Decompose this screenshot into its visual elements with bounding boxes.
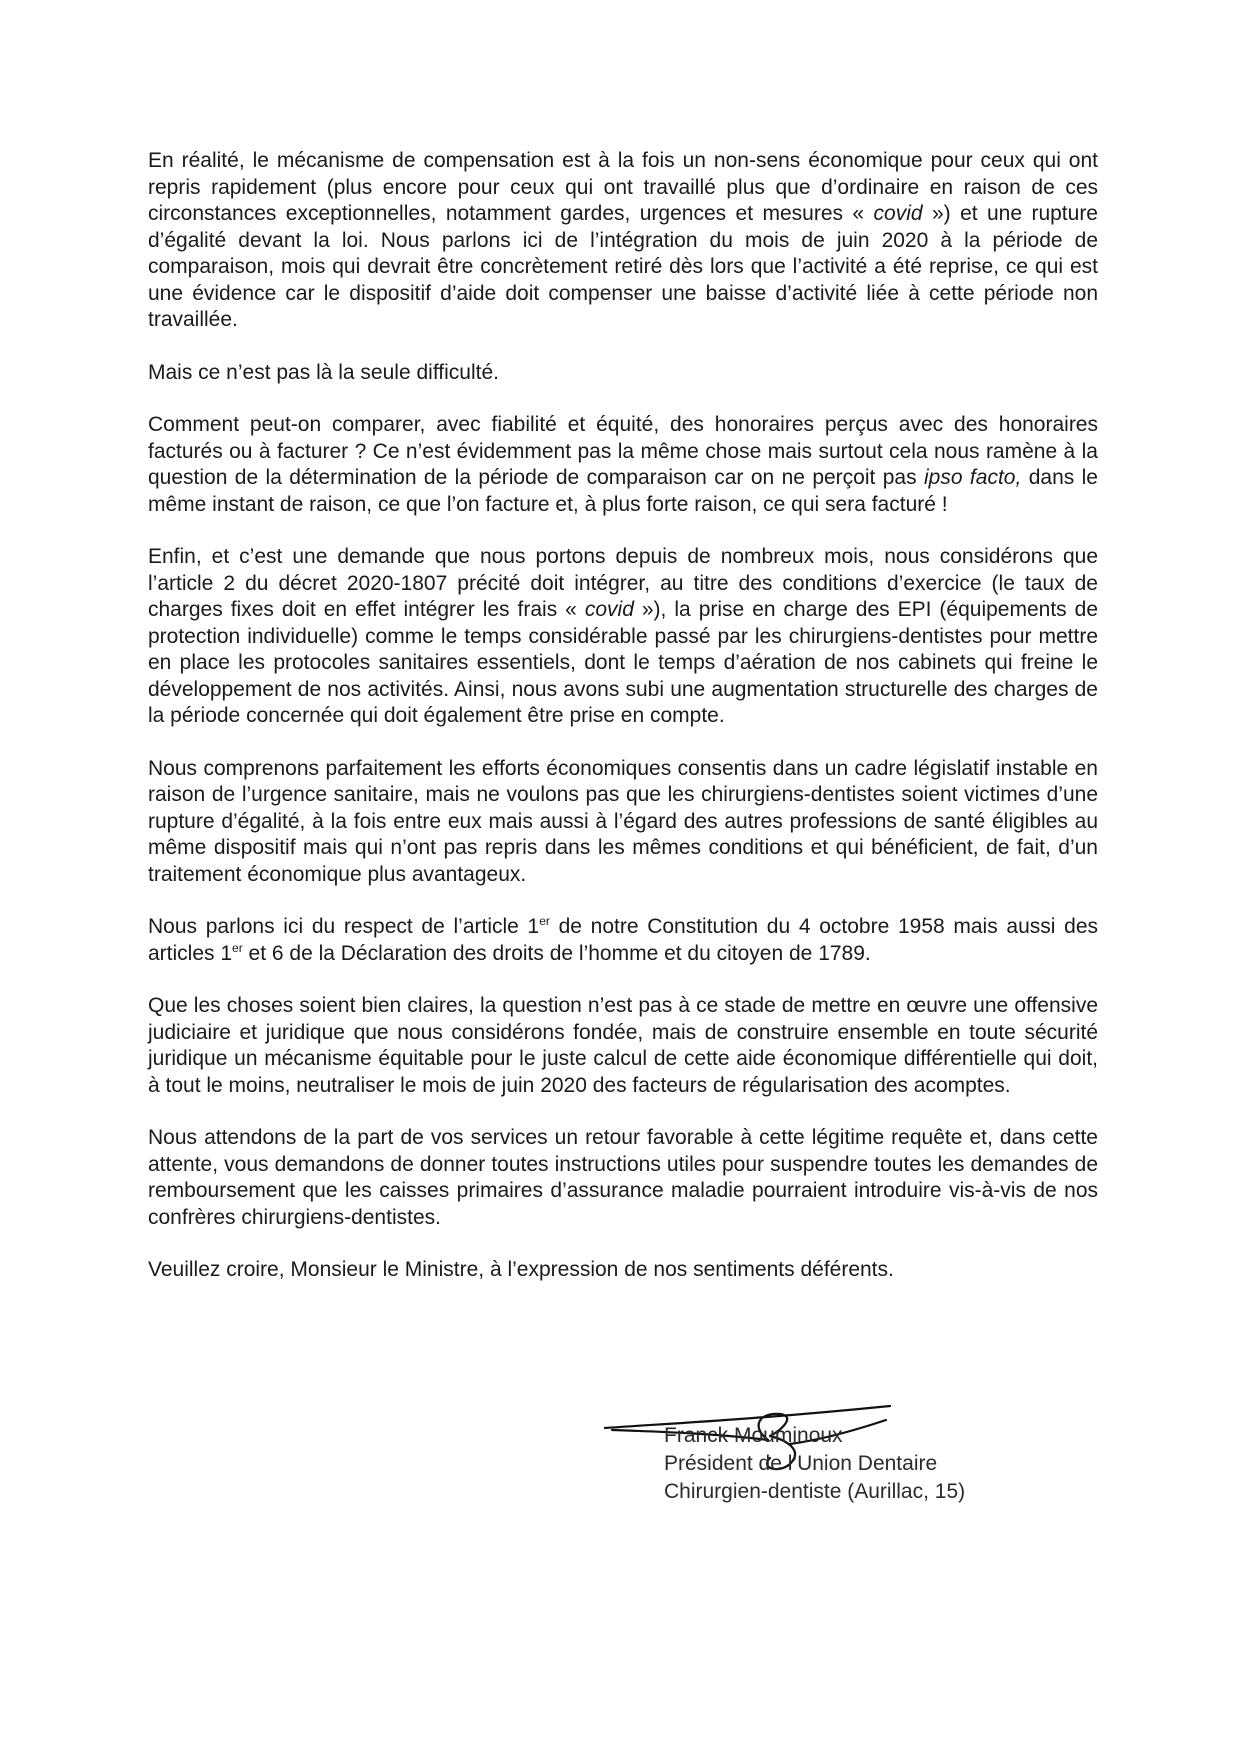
- signatory-name: Franck Mouminoux: [664, 1424, 843, 1447]
- paragraph-text: et 6 de la Déclaration des droits de l’homme et du citoyen de 1789.: [242, 941, 871, 965]
- paragraph-clarity: Que les choses soient bien claires, la question n’est pas à ce stade de mettre en œuvre une offensive judiciaire et juridique que nous considérons fondée, mais de construire ensemble en toute sécurité juridique un mécanisme équitable pour le juste calcul de cette aide économique différentielle qui doit, à tout le moins, neutraliser le mois de juin 2020 des facteurs de régularisation des acomptes.: [148, 994, 1098, 1097]
- paragraph-text: Comment peut-on comparer, avec fiabilité et équité, des honoraires perçus avec des honoraires facturés ou à facturer ? Ce n’est évidemment pas la même chose mais surtout cela nous ramène à la question de la détermination de la période de comparaison car on ne perçoit pas: [148, 413, 1098, 489]
- paragraph-request: Nous attendons de la part de vos services un retour favorable à cette légitime requête et, dans cette attente, vous demandons de donner toutes instructions utiles pour suspendre toutes les demandes de remboursement que les caisses primaires d’assurance maladie pourraient introduire vis-à-vis de nos confrères chirurgiens-dentistes.: [148, 1126, 1098, 1229]
- superscript: er: [232, 940, 243, 955]
- paragraph-compensation: [148, 148, 1098, 334]
- paragraph-text: Nous parlons ici du respect de l’article 1: [148, 915, 540, 938]
- paragraph-efforts: Nous comprenons parfaitement les efforts économiques consentis dans un cadre législatif instable en raison de l’urgence sanitaire, mais ne voulons pas que les chirurgiens-dentistes soient victimes d’une rupture d’égalité, à la fois entre eux mais aussi à l’égard des autres professions de santé éligibles au même dispositif mais qui n’ont pas repris dans les mêmes conditions et qui bénéficient, de fait, d’un traitement économique plus avantageux.: [148, 756, 1098, 886]
- paragraph-difficulty: Mais ce n’est pas là la seule difficulté.: [148, 360, 499, 384]
- paragraph-text: ») et une rupture d’égalité devant la loi. Nous parlons ici de l’intégration du mois de juin 2020 à la période de comparaison, mois qui devrait être concrètement retiré dès lors que l’activité a été reprise, ce qui est une évidence car le dispositif d’aide doit compenser une baisse d’activité liée à cette période non travaillée.: [148, 202, 1098, 331]
- superscript: er: [539, 914, 550, 928]
- letter-body: [148, 148, 1098, 1310]
- signatory-role: Chirurgien-dentiste (Aurillac, 15): [664, 1480, 966, 1503]
- paragraph-text: »), la prise en charge des EPI (équipements de protection individuelle) comme le temps considérable passé par les chirurgiens-dentistes pour mettre en place les protocoles sanitaires essentiels, dont le temps d’aération de nos cabinets qui freine le développement de nos activités. Ainsi, nous avons subi une augmentation structurelle des charges de la période concernée qui doit également être prise en compte.: [148, 598, 1098, 727]
- signature-block: [664, 1422, 965, 1506]
- paragraph-constitution: [148, 914, 1098, 967]
- italic-term: ipso facto,: [924, 466, 1022, 489]
- paragraph-text: de notre Constitution du 4 octobre 1958 mais aussi des articles 1: [148, 915, 1098, 965]
- signatory-title: Président de l’Union Dentaire: [664, 1452, 938, 1475]
- italic-term: covid: [584, 598, 634, 621]
- paragraph-comparison: [148, 412, 1098, 518]
- paragraph-charges: [148, 544, 1098, 730]
- paragraph-text: En réalité, le mécanisme de compensation est à la fois un non-sens économique pour ceux qui ont repris rapidement (plus encore pour ceux qui ont travaillé plus que d’ordinaire en raison de ces circonstances exceptionnelles, notamment gardes, urgences et mesures «: [148, 149, 1098, 225]
- italic-term: covid: [873, 202, 923, 225]
- paragraph-text: Enfin, et c’est une demande que nous portons depuis de nombreux mois, nous considérons que l’article 2 du décret 2020-1807 précité doit intégrer, au titre des conditions d’exercice (le taux de charges fixes doit en effet intégrer les frais «: [148, 545, 1098, 621]
- paragraph-text: dans le même instant de raison, ce que l’on facture et, à plus forte raison, ce qui sera facturé !: [148, 466, 1098, 516]
- paragraph-closing: Veuillez croire, Monsieur le Ministre, à l’expression de nos sentiments déférents.: [148, 1258, 894, 1281]
